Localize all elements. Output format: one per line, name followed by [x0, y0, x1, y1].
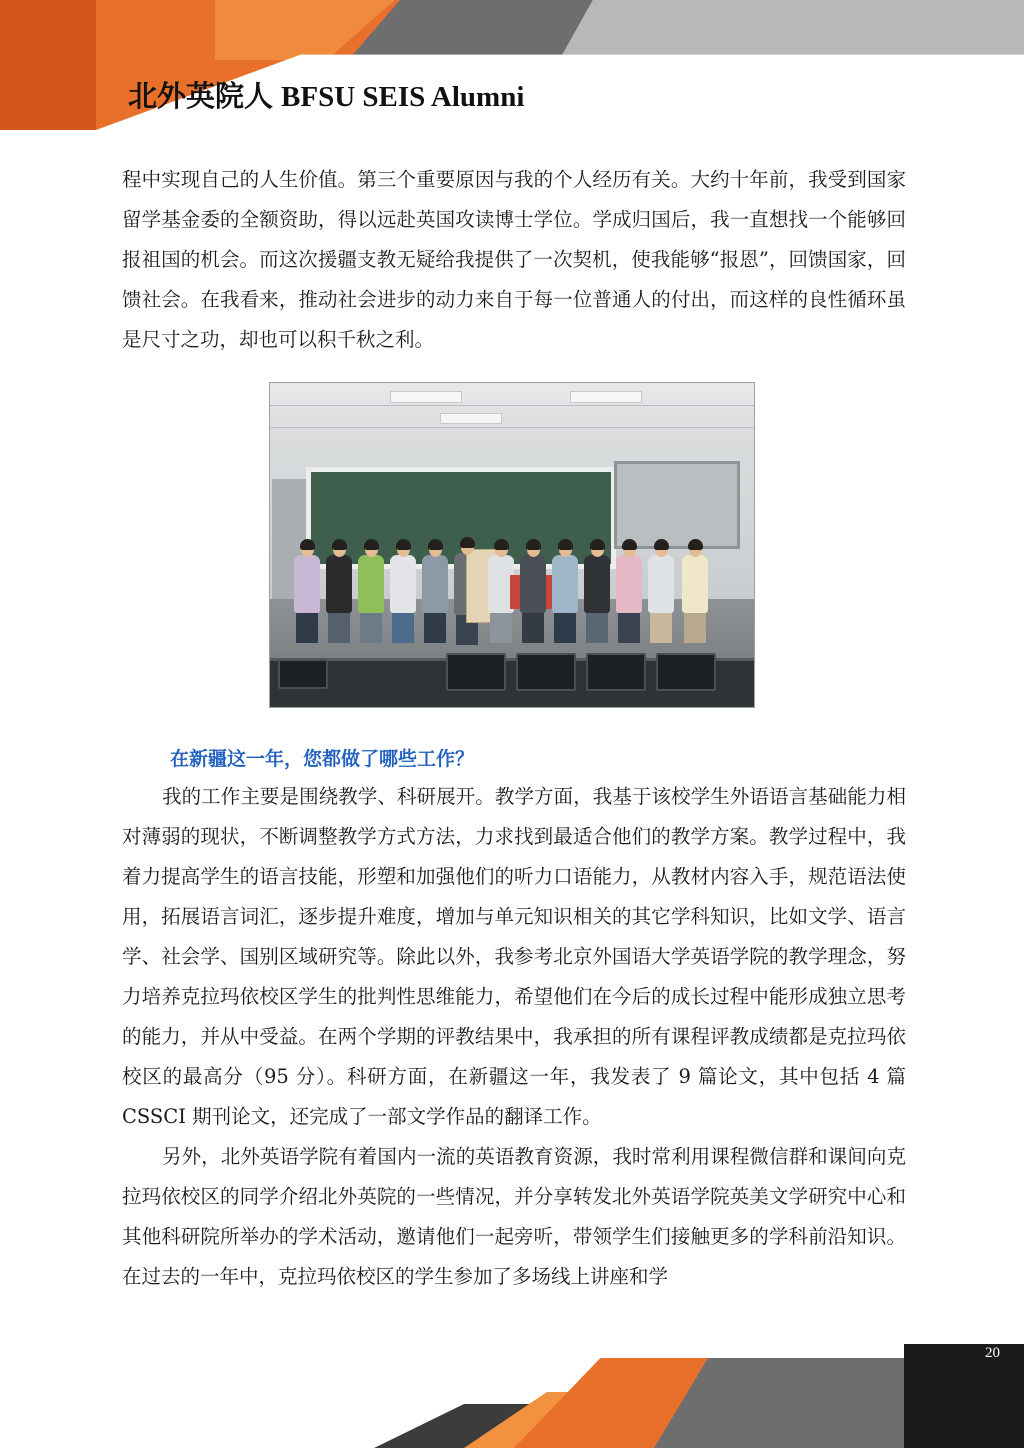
photo-person-legs [296, 613, 318, 643]
photo-person-head [397, 542, 410, 557]
page-title [128, 74, 524, 115]
photo-person-legs [618, 613, 640, 643]
page-footer [0, 1358, 1024, 1448]
photo-monitor [278, 659, 328, 689]
photo-person [648, 542, 674, 643]
paragraph-resources: 另外，北外英语学院有着国内一流的英语教育资源，我时常利用课程微信群和课间向克拉玛依校区的同学介绍北外英院的一些情况，并分享转发北外英语学院英美文学研究中心和其他科研院所举办的学术活动，邀请他们一起旁听，带领学生们接触更多的学科前沿知识。在过去的一年中，克拉玛依校区的学生参加了多场线上讲座和学 [122, 1145, 906, 1288]
photo-person-head [301, 542, 314, 557]
photo-person-head [527, 542, 540, 557]
photo-person-body [358, 555, 384, 613]
photo-person-legs [586, 613, 608, 643]
photo-person-body [682, 555, 708, 613]
paragraph-continuation: 程中实现自己的人生价值。第三个重要原因与我的个人经历有关。大约十年前，我受到国家留学基金委的全额资助，得以远赴英国攻读博士学位。学成归国后，我一直想找一个能够回报祖国的机会。而这次援疆支教无疑给我提供了一次契机，使我能够“报恩”，回馈国家，回馈社会。在我看来，推动社会进步的动力来自于每一位普通人的付出，而这样的良性循环虽是尺寸之功，却也可以积千秋之利。 [122, 168, 906, 351]
photo-person-head [429, 542, 442, 557]
photo-person-body [616, 555, 642, 613]
photo-monitor [586, 653, 646, 691]
photo-person [326, 542, 352, 643]
photo-ceiling [270, 383, 754, 449]
photo-person-body [520, 555, 546, 613]
photo-person [390, 542, 416, 643]
header-dark-block [0, 0, 96, 130]
photo-person [584, 542, 610, 643]
paragraph-work-description: 我的工作主要是围绕教学、科研展开。教学方面，我基于该校学生外语语言基础能力相对薄弱的现状，不断调整教学方式方法，力求找到最适合他们的教学方案。教学过程中，我着力提高学生的语言技能，形塑和加强他们的听力口语能力，从教材内容入手，规范语法使用，拓展语言词汇，逐步提升难度，增加与单元知识相关的其它学科知识，比如文学、语言学、社会学、国别区域研究等。除此以外，我参考北京外国语大学英语学院的教学理念，努力培养克拉玛依校区学生的批判性思维能力，希望他们在今后的成长过程中能形成独立思考的能力，并从中受益。在两个学期的评教结果中，我承担的所有课程评教成绩都是克拉玛依校区的最高分（95 分）。科研方面，在新疆这一年，我发表了 9 篇论文，其中包括 4 篇 CSSCI 期刊论文，还完成了一部文学作品的翻译工作。 [122, 785, 906, 1128]
page-header [0, 0, 1024, 130]
photo-monitor [516, 653, 576, 691]
photo-person-head [559, 542, 572, 557]
photo-ceiling-light [440, 413, 502, 424]
photo-person-legs [522, 613, 544, 643]
photo-container [0, 382, 1024, 708]
photo-person-body [584, 555, 610, 613]
photo-person-head [655, 542, 668, 557]
page-number-block [904, 1344, 1024, 1374]
page-title-chinese: 北外英院人 [128, 79, 274, 113]
photo-person-legs [490, 613, 512, 643]
page-title-english: BFSU SEIS Alumni [281, 81, 525, 113]
photo-person-head [495, 542, 508, 557]
photo-monitor [656, 653, 716, 691]
photo-person-legs [392, 613, 414, 643]
photo-person [616, 542, 642, 643]
photo-person-body [326, 555, 352, 613]
photo-person [422, 542, 448, 643]
photo-person-legs [554, 613, 576, 643]
page-number: 20 [985, 1345, 1000, 1361]
photo-ceiling-line [270, 427, 754, 428]
photo-person [520, 542, 546, 643]
photo-projection-screen [614, 461, 740, 549]
photo-person-body [390, 555, 416, 613]
photo-person-legs [328, 613, 350, 643]
photo-ceiling-light [570, 391, 642, 403]
photo-person-legs [684, 613, 706, 643]
photo-person-head [461, 540, 474, 555]
photo-ceiling-light [390, 391, 462, 403]
photo-person-head [689, 542, 702, 557]
photo-person-body [294, 555, 320, 613]
photo-person-legs [360, 613, 382, 643]
photo-person [552, 542, 578, 643]
photo-person-legs [424, 613, 446, 643]
photo-person [358, 542, 384, 643]
photo-person-head [591, 542, 604, 557]
classroom-group-photo [269, 382, 755, 708]
article-body [0, 160, 1024, 1297]
photo-person [682, 542, 708, 643]
photo-person-body [648, 555, 674, 613]
photo-person-head [623, 542, 636, 557]
photo-ceiling-line [270, 405, 754, 406]
photo-person [294, 542, 320, 643]
photo-person-body [552, 555, 578, 613]
photo-person-head [365, 542, 378, 557]
photo-monitor [446, 653, 506, 691]
photo-person-legs [650, 613, 672, 643]
photo-person-head [333, 542, 346, 557]
photo-person-body [422, 555, 448, 613]
section-question-heading: 在新疆这一年，您都做了哪些工作？ [170, 748, 475, 770]
